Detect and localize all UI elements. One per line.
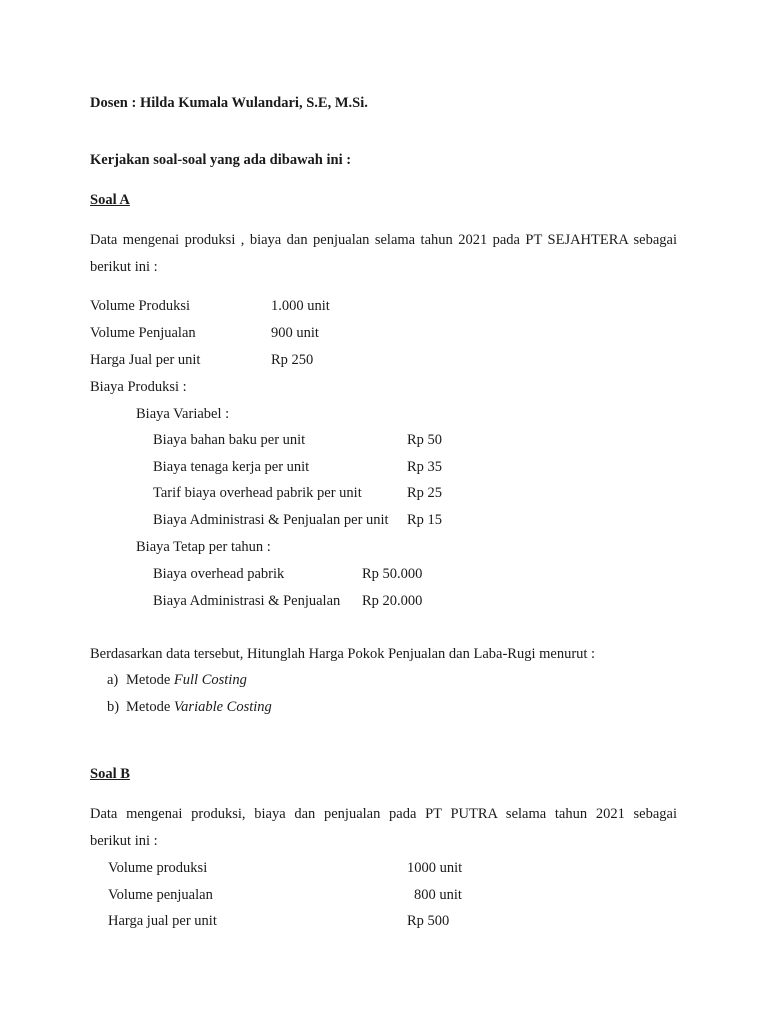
soal-a-intro-line-1: Data mengenai produksi , biaya dan penjualan selama tahun 2021 pada PT SEJAHTERA sebagai — [90, 232, 677, 248]
volume-produksi-label: Volume Produksi — [90, 298, 191, 314]
tenaga-kerja-value: Rp 35 — [407, 459, 443, 475]
option-b-prefix: Metode — [126, 699, 171, 715]
volume-produksi-value: 1.000 unit — [271, 298, 330, 314]
biaya-produksi-label: Biaya Produksi : — [90, 379, 187, 395]
biaya-variabel-label: Biaya Variabel : — [136, 406, 230, 422]
option-b-method: Variable Costing — [173, 699, 272, 715]
b-volume-produksi-label: Volume produksi — [108, 860, 208, 876]
soal-b-intro-line-1: Data mengenai produksi, biaya dan penjualan pada PT PUTRA selama tahun 2021 sebagai — [90, 806, 677, 822]
b-volume-penjualan-label: Volume penjualan — [108, 887, 213, 903]
bahan-baku-label: Biaya bahan baku per unit — [153, 432, 306, 448]
option-a-method: Full Costing — [173, 672, 247, 688]
harga-jual-label: Harga Jual per unit — [90, 352, 201, 368]
option-b-marker: b) — [107, 699, 120, 715]
option-b — [126, 698, 272, 716]
overhead-pabrik-value: Rp 50.000 — [362, 566, 423, 582]
overhead-pabrik-label: Biaya overhead pabrik — [153, 566, 285, 582]
b-volume-produksi-value: 1000 unit — [407, 860, 463, 876]
admin-penjualan-label: Biaya Administrasi & Penjualan — [153, 593, 341, 609]
instruction-line: Kerjakan soal-soal yang ada dibawah ini : — [90, 152, 352, 168]
admin-penjualan-unit-value: Rp 15 — [407, 512, 443, 528]
option-a-marker: a) — [107, 672, 119, 688]
tenaga-kerja-label: Biaya tenaga kerja per unit — [153, 459, 310, 475]
question-line: Berdasarkan data tersebut, Hitunglah Harga Pokok Penjualan dan Laba-Rugi menurut : — [90, 646, 596, 662]
option-a-prefix: Metode — [126, 672, 171, 688]
soal-a-heading: Soal A — [90, 192, 130, 208]
b-harga-jual-value: Rp 500 — [407, 913, 450, 929]
b-volume-penjualan-value: 800 unit — [414, 887, 462, 903]
admin-penjualan-value: Rp 20.000 — [362, 593, 423, 609]
overhead-tarif-label: Tarif biaya overhead pabrik per unit — [153, 485, 362, 501]
harga-jual-value: Rp 250 — [271, 352, 314, 368]
b-harga-jual-label: Harga jual per unit — [108, 913, 217, 929]
volume-penjualan-label: Volume Penjualan — [90, 325, 196, 341]
soal-b-intro-line-2: berikut ini : — [90, 833, 158, 849]
admin-penjualan-unit-label: Biaya Administrasi & Penjualan per unit — [153, 512, 389, 528]
bahan-baku-value: Rp 50 — [407, 432, 443, 448]
biaya-tetap-label: Biaya Tetap per tahun : — [136, 539, 271, 555]
soal-b-heading: Soal B — [90, 766, 130, 782]
soal-a-intro-line-2: berikut ini : — [90, 259, 158, 275]
overhead-tarif-value: Rp 25 — [407, 485, 443, 501]
option-a — [126, 671, 247, 689]
lecturer-line: Dosen : Hilda Kumala Wulandari, S.E, M.Si. — [90, 95, 368, 111]
volume-penjualan-value: 900 unit — [271, 325, 319, 341]
